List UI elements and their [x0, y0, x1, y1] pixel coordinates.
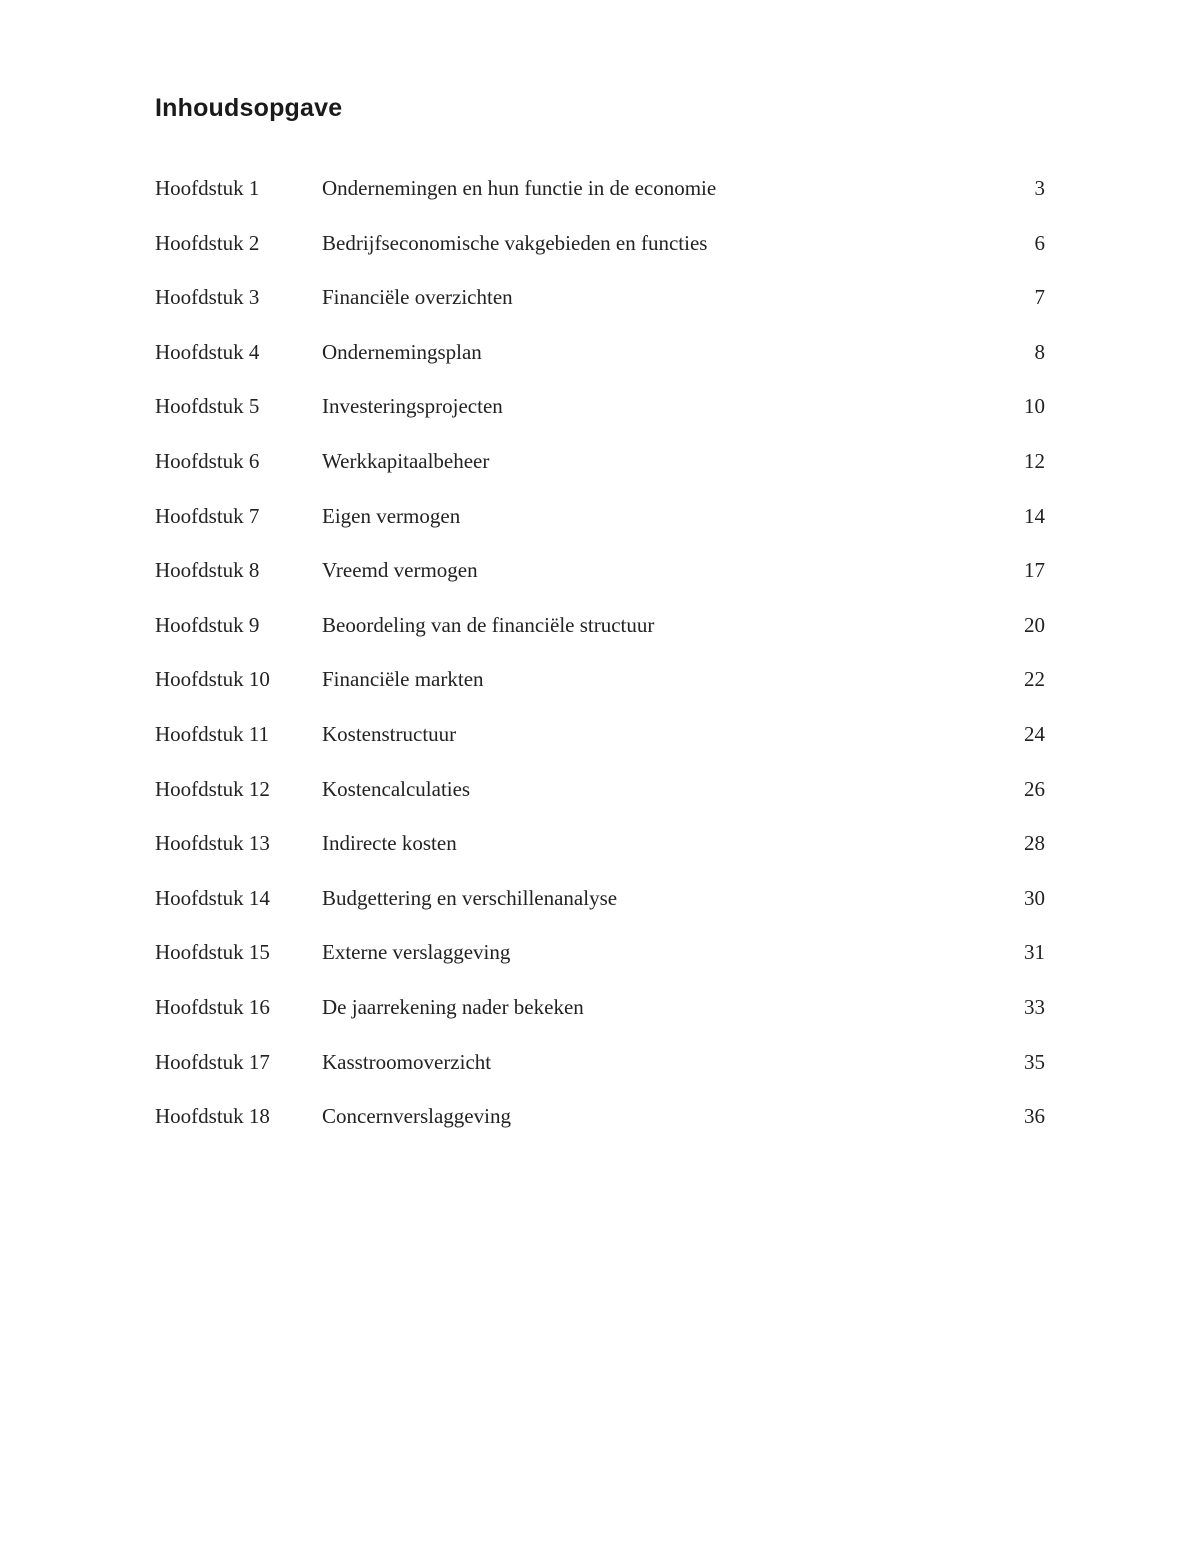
toc-entry[interactable]: [155, 170, 1045, 225]
toc-chapter-label: Hoofdstuk 7: [155, 503, 260, 528]
toc-page-number: 3: [1034, 176, 1045, 200]
toc-chapter-label: Hoofdstuk 1: [155, 176, 260, 200]
toc-chapter-label: Hoofdstuk 6: [155, 448, 260, 473]
toc-page-number: 26: [1024, 776, 1045, 801]
toc-chapter-title: Kostenstructuur: [322, 721, 457, 746]
toc-entry[interactable]: [155, 552, 1045, 607]
toc-page-number: 35: [1024, 1049, 1045, 1074]
toc-chapter-title: Financiële markten: [322, 667, 484, 692]
toc-chapter-label: Hoofdstuk 9: [155, 612, 260, 637]
toc-chapter-title: Concernverslaggeving: [322, 1104, 511, 1129]
toc-entry[interactable]: [155, 716, 1045, 771]
toc-chapter-label: Hoofdstuk 17: [155, 1049, 270, 1074]
toc-chapter-label: Hoofdstuk 4: [155, 339, 260, 364]
toc-entry[interactable]: [155, 1044, 1045, 1099]
toc-entry[interactable]: [155, 880, 1045, 935]
toc-chapter-label: Hoofdstuk 14: [155, 885, 270, 910]
toc-entry[interactable]: [155, 934, 1045, 989]
toc-chapter-label: Hoofdstuk 13: [155, 831, 270, 856]
toc-page-number: 22: [1024, 667, 1045, 692]
toc-chapter-title: Financiële overzichten: [322, 285, 513, 310]
toc-chapter-title: Vreemd vermogen: [322, 558, 478, 583]
toc-page-number: 33: [1024, 994, 1045, 1019]
toc-chapter-title: Bedrijfseconomische vakgebieden en functies: [322, 230, 708, 255]
toc-page-number: 12: [1024, 448, 1045, 473]
toc-chapter-label: Hoofdstuk 5: [155, 394, 260, 419]
toc-chapter-title: Werkkapitaalbeheer: [322, 448, 490, 473]
toc-page-number: 7: [1034, 285, 1045, 310]
toc-chapter-title: Ondernemingsplan: [322, 339, 482, 364]
toc-page-number: 10: [1024, 394, 1045, 419]
toc-page-number: 17: [1024, 558, 1045, 583]
toc-chapter-title: De jaarrekening nader bekeken: [322, 994, 584, 1019]
toc-chapter-label: Hoofdstuk 8: [155, 558, 260, 583]
table-of-contents: [155, 170, 1045, 1153]
toc-chapter-label: Hoofdstuk 3: [155, 285, 260, 310]
toc-page-number: 6: [1034, 230, 1045, 255]
toc-chapter-title: Beoordeling van de financiële structuur: [322, 612, 655, 637]
toc-page-number: 24: [1024, 721, 1045, 746]
toc-chapter-label: Hoofdstuk 10: [155, 667, 270, 692]
toc-entry[interactable]: [155, 225, 1045, 280]
toc-page-number: 20: [1024, 612, 1045, 637]
toc-entry[interactable]: [155, 279, 1045, 334]
toc-chapter-title: Externe verslaggeving: [322, 940, 511, 965]
toc-page-number: 30: [1024, 885, 1045, 910]
toc-page-number: 14: [1024, 503, 1045, 528]
toc-entry[interactable]: [155, 825, 1045, 880]
toc-entry[interactable]: [155, 443, 1045, 498]
toc-page-number: 28: [1024, 831, 1045, 856]
toc-chapter-title: Eigen vermogen: [322, 503, 461, 528]
page-title: Inhoudsopgave: [155, 94, 343, 122]
toc-entry[interactable]: [155, 771, 1045, 826]
toc-entry[interactable]: [155, 607, 1045, 662]
toc-chapter-title: Investeringsprojecten: [322, 394, 503, 419]
toc-chapter-title: Indirecte kosten: [322, 831, 457, 856]
toc-chapter-label: Hoofdstuk 2: [155, 230, 260, 255]
toc-page-number: 8: [1034, 339, 1045, 364]
toc-page-number: 31: [1024, 940, 1045, 965]
toc-entry[interactable]: [155, 989, 1045, 1044]
toc-chapter-title: Budgettering en verschillenanalyse: [322, 885, 618, 910]
toc-entry[interactable]: [155, 334, 1045, 389]
toc-chapter-title: Kostencalculaties: [322, 776, 471, 801]
toc-chapter-label: Hoofdstuk 18: [155, 1104, 270, 1129]
toc-chapter-label: Hoofdstuk 11: [155, 721, 270, 746]
toc-chapter-label: Hoofdstuk 16: [155, 994, 270, 1019]
toc-chapter-title: Kasstroomoverzicht: [322, 1049, 492, 1074]
toc-entry[interactable]: [155, 498, 1045, 553]
toc-chapter-title: Ondernemingen en hun functie in de economie: [322, 176, 717, 200]
toc-entry[interactable]: [155, 661, 1045, 716]
toc-entry[interactable]: [155, 388, 1045, 443]
toc-page-number: 36: [1024, 1104, 1045, 1129]
toc-entry[interactable]: [155, 1098, 1045, 1153]
toc-chapter-label: Hoofdstuk 12: [155, 776, 270, 801]
toc-chapter-label: Hoofdstuk 15: [155, 940, 270, 965]
